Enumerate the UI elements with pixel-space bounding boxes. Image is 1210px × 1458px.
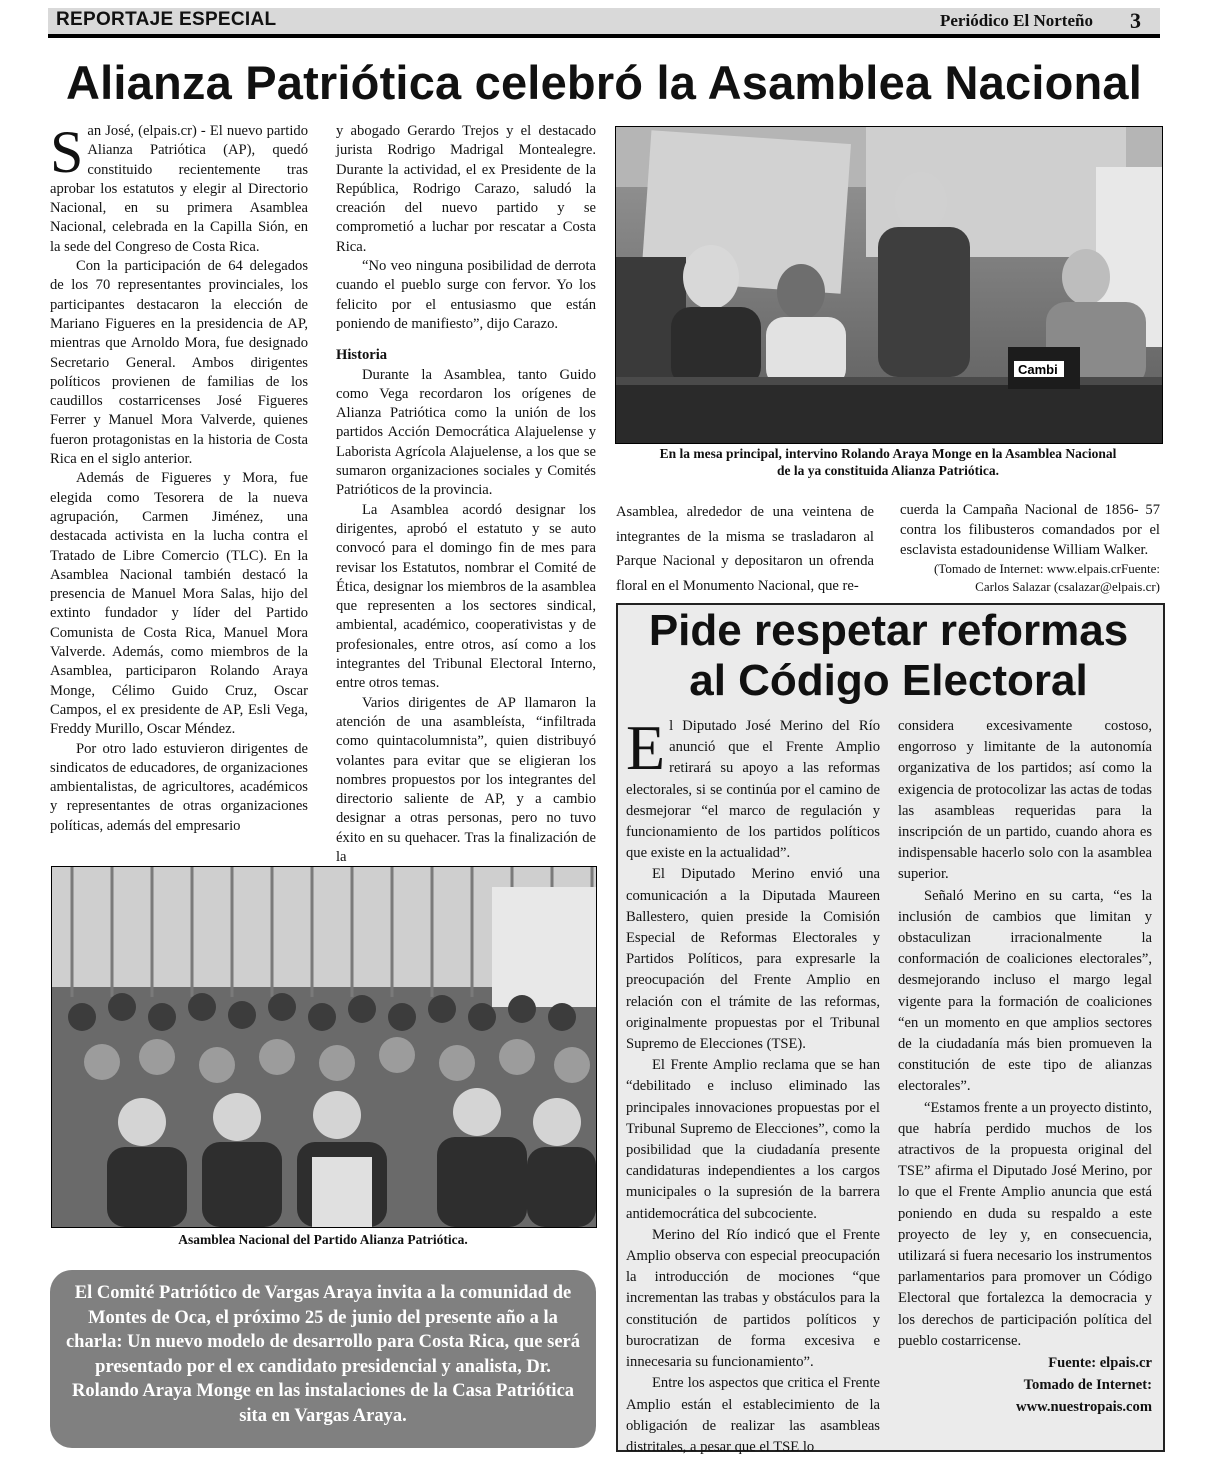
paragraph: an José, (elpais.cr) - El nuevo partido Alianza Patriótica (AP), quedó constituido recientemente tras aprobar los estatutos y elegir al Directorio Nacional, en su primera Asamblea Nacional, celebrada en la Capilla Sión, en la sede del Congreso de Costa Rica. — [50, 123, 308, 255]
caption-line: de la ya constituida Alianza Patriótica. — [777, 463, 999, 478]
header-rule — [48, 34, 1160, 38]
photo-head-table-image — [616, 127, 1162, 443]
paragraph: Durante la Asamblea, tanto Guido como Vega recordaron los orígenes de Alianza Patriótica como la unión de los partidos Acción Democrática Alajuelense y Laborista Agrícola Alajuelense, a los que se sumaron organizaciones sociales y Comités Patrióticos de la provincia. — [336, 366, 596, 499]
paragraph: “No veo ninguna posibilidad de derrota cuando el pueblo surge con fervor. Yo los felicito por el entusiasmo que están poniendo de manifiesto”, dijo Carazo. — [336, 258, 596, 332]
paragraph: Señaló Merino en su carta, “es la inclusión de cambios que limitan y obstaculizan irracionalmente la conformación de coaliciones electorales”, desmejorando incluso el margo legal vigente para la formación de coaliciones “en un momento en que amplios sectores de la ciudadanía más bien promueven la constitución de este tipo de alianzas electorales”. — [898, 887, 1152, 1095]
headline-line: Pide respetar reformas — [648, 606, 1129, 655]
source-line: www.nuestropais.com — [1016, 1399, 1152, 1416]
photo-audience — [51, 866, 597, 1228]
article-2-column-2 — [898, 716, 1152, 1418]
page-number: 3 — [1130, 8, 1141, 33]
source-line: Fuente: elpais.cr — [1048, 1355, 1152, 1372]
paragraph: Varios dirigentes de AP llamaron la atención de una asambleísta, “infiltrada como quintacolumnista”, quien distribuyó volantes para evitar que se eligieran los nombres propuestos por los integrantes del directorio saliente de AP, y a cambio designar a otras personas, pero no tuvo éxito en su quehacer. Tras la finalización de la — [336, 694, 596, 865]
paragraph: La Asamblea acordó designar los dirigentes, aprobó el estatuto y se auto convocó para el domingo fin de mes para revisar los Estatutos, nombrar el Comité de Ética, designar los miembros de la asamblea que representen a los sectores sindical, ambiental, académico, cooperativistas y de profesionales, entre otros, así como a los integrantes del Tribunal Electoral Interno, entre otros temas. — [336, 501, 596, 692]
drop-cap: E — [626, 712, 666, 783]
photo-head-table — [615, 126, 1163, 444]
paragraph: Entre los aspectos que critica el Frente Amplio están el establecimiento de la obligación de realizar las asambleas distritales, a pesar que el TSE lo — [626, 1375, 880, 1455]
banner-text: Cambi — [1018, 362, 1058, 377]
paragraph: considera excesivamente costoso, engorroso y limitante de la autonomía organizativa de los partidos; así como la exigencia de protocolizar las actas de todas las asambleas requeridas para la inscripción de un partido, cuando ahora es indispensable hacerlo solo con la asamblea superior. — [898, 718, 1152, 883]
newspaper-name: Periódico El Norteño — [940, 11, 1093, 30]
photo-audience-image — [52, 867, 596, 1227]
paragraph: Merino del Río indicó que el Frente Amplio observa con especial preocupación la introducción de mociones “que incrementan las trabas y obstáculos para la constitución de partidos políticos y burocratizan de forma excesiva e innecesaria su funcionamiento”. — [626, 1226, 880, 1371]
paragraph: y abogado Gerardo Trejos y el destacado jurista Rodrigo Madrigal Montealegre. Durante la actividad, el ex Presidente de la República, Rodrigo Carazo, saludó la creación del nuevo partido y se comprometió a luchar por rescatar a Costa Rica. — [336, 123, 596, 255]
paragraph: cuerda la Campaña Nacional de 1856- 57 contra los filibusteros comandados por el esclavista estadounidense William Walker. — [900, 502, 1160, 558]
article-2-column-1 — [626, 712, 880, 1458]
paragraph: Con la participación de 64 delegados de los 70 representantes provinciales, los participantes destacaron la elección de Mariano Figueres en la presidencia de AP, mientras que Arnoldo Mora, fue designado Secretario General. Ambos dirigentes políticos provienen de familias de los caudillos costarricenses José Figueres Ferrer y Manuel Mora Valverde, quienes fueron protagonistas en la historia de Costa Rica en el siglo anterior. — [50, 258, 308, 468]
article-headline: Alianza Patriótica celebró la Asamblea Nacional — [65, 56, 1142, 109]
drop-cap: S — [50, 119, 84, 185]
source-line: Tomado de Internet: — [1023, 1377, 1152, 1394]
subheading: Historia — [336, 347, 388, 364]
paragraph: l Diputado José Merino del Río anunció que el Frente Amplio retirará su apoyo a las reformas electorales, si se continúa por el camino de desmejorar “el marco de regulación y funcionamiento de los partidos políticos que existe en la actualidad”. — [626, 718, 880, 862]
article-column-1 — [50, 119, 308, 836]
photo-audience-caption: Asamblea Nacional del Partido Alianza Patriótica. — [178, 1232, 468, 1247]
paragraph: Además de Figueres y Mora, fue elegida como Tesorera de la nueva agrupación, Carmen Jiménez, una destacada activista en la lucha contra el Tratado de Libre Comercio (TLC). En la Asamblea Nacional también destacó la presencia de Manuel Mora Salas, hijo del extinto fundador y líder del Partido Comunista de Costa Rica, Manuel Mora Valverde. Además, como miembros de la Asamblea, participaron Rolando Araya Monge, Célimo Guido Cruz, Oscar Campos, el ex presidente de AP, Esli Vega, Freddy Murillo, Oscar Méndez. — [50, 470, 308, 738]
article-2-headline — [618, 606, 1159, 706]
headline-line: al Código Electoral — [689, 656, 1088, 705]
paragraph: El Diputado Merino envió una comunicación a la Diputada Maureen Ballestero, quien preside la Comisión Especial de Reformas Electorales y Partidos Políticos, para expresarle la preocupación del Frente Amplio en relación con el trámite de las reformas, originalmente propuestas por el Tribunal Supremo de Elecciones (TSE). — [626, 866, 880, 1053]
paragraph: Asamblea, alrededor de una veintena de integrantes de la misma se trasladaron al Parque Nacional y depositaron un ofrenda floral en el Monumento Nacional, que re- — [616, 504, 874, 594]
section-label: REPORTAJE ESPECIAL — [56, 9, 277, 30]
photo-head-table-caption — [615, 445, 1161, 479]
credit-line: Carlos Salazar (csalazar@elpais.cr) — [975, 579, 1160, 594]
paragraph: “Estamos frente a un proyecto distinto, que habría perdido muchos de los atractivos de la propuesta original del TSE” afirma el Diputado José Merino, por lo que el Frente Amplio anuncia que está poniendo en duda su respaldo a este proyecto de ley y, en consecuencia, utilizará si fuera necesario los instrumentos parlamentarios para promover un Código Electoral que fortalezca la democracia y los derechos de participación política del pueblo costarricense. — [898, 1099, 1152, 1349]
paragraph: Por otro lado estuvieron dirigentes de sindicatos de educadores, de organizaciones ambientalistas, de agricultores, académicos y representantes de otras organizaciones políticas, además del empresario — [50, 740, 308, 834]
paragraph: El Frente Amplio reclama que se han “debilitado e incluso eliminado las principales innovaciones propuestas por el Tribunal Supremo de Elecciones”, como la posibilidad que la ciudadanía presente candidaturas independientes a los cargos municipales o la supresión de la barrera antidemocrática del subcociente. — [626, 1057, 880, 1222]
article-column-4 — [900, 500, 1160, 596]
article-column-3 — [616, 500, 874, 598]
credit-line: (Tomado de Internet: www.elpais.crFuente: — [933, 561, 1160, 576]
caption-line: En la mesa principal, intervino Rolando Araya Monge en la Asamblea Nacional — [659, 446, 1117, 461]
article-column-2 — [336, 122, 596, 867]
invitation-box: El Comité Patriótico de Vargas Araya invita a la comunidad de Montes de Oca, el próximo 25 de junio del presente año a la charla: Un nuevo modelo de desarrollo para Costa Rica, que será presentado por el ex candidato presidencial y analista, Dr. Rolando Araya Monge en las instalaciones de la Casa Patriótica sita en Vargas Araya. — [50, 1270, 596, 1448]
